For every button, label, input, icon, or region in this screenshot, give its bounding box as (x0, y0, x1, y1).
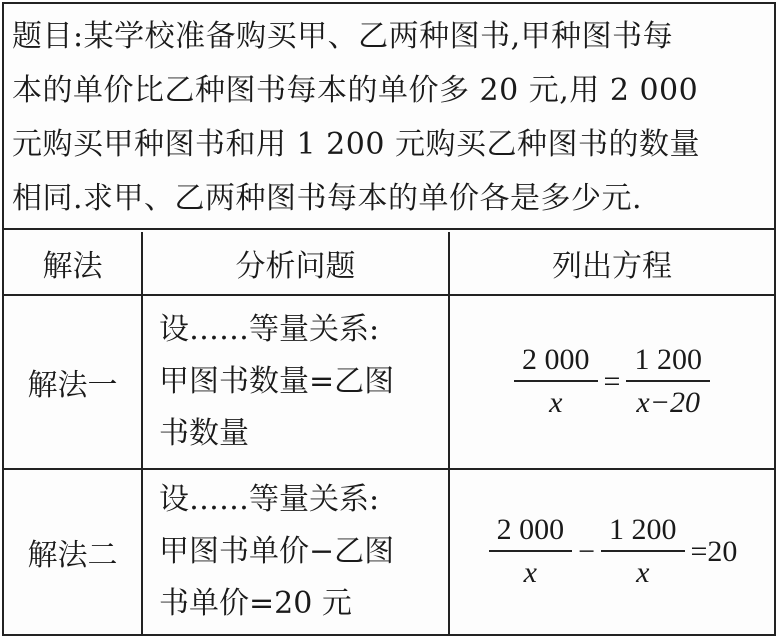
table-row (4, 470, 774, 634)
solution-table (4, 232, 774, 634)
problem-line: 题目:某学校准备购买甲、乙两种图书,甲种图书每 (12, 19, 674, 54)
equation (485, 510, 740, 594)
analysis-cell (143, 296, 448, 468)
problem-statement (4, 4, 774, 230)
table-row (4, 296, 774, 470)
problem-sheet (2, 2, 776, 636)
analysis-line: 设……等量关系: (159, 312, 380, 347)
denominator: x−20 (636, 386, 700, 419)
analysis-line: 甲图书单价−乙图 (159, 534, 395, 569)
analysis-line: 书单价=20 元 (159, 586, 352, 621)
method-label: 解法一 (27, 368, 118, 403)
numerator: 1 200 (609, 513, 677, 546)
header-method: 解法 (42, 249, 103, 284)
analysis-cell (143, 470, 448, 634)
numerator: 2 000 (496, 513, 565, 546)
numerator: 2 000 (522, 343, 590, 376)
header-equation: 列出方程 (552, 249, 672, 284)
header-analysis: 分析问题 (235, 249, 356, 284)
fraction (626, 340, 710, 424)
fraction (489, 510, 573, 594)
analysis-line: 甲图书数量=乙图 (159, 364, 395, 399)
denominator: x (523, 556, 537, 589)
problem-line: 本的单价比乙种图书每本的单价多 20 元,用 2 000 (12, 73, 699, 108)
equation (510, 340, 714, 424)
denominator: x (549, 386, 563, 419)
fraction (601, 510, 685, 594)
analysis-line: 书数量 (159, 416, 249, 451)
equation-operator: − (578, 535, 595, 568)
equation-cell (450, 296, 774, 468)
equation-operator: = (603, 365, 621, 398)
equation-tail: =20 (690, 535, 738, 568)
problem-line: 相同.求甲、乙两种图书每本的单价各是多少元. (12, 181, 643, 216)
fraction (514, 340, 598, 424)
denominator: x (636, 556, 650, 589)
table-header-row (4, 232, 774, 296)
analysis-line: 设……等量关系: (159, 482, 380, 517)
problem-line: 元购买甲种图书和用 1 200 元购买乙种图书的数量 (12, 127, 700, 162)
numerator: 1 200 (634, 343, 702, 376)
equation-cell (450, 470, 774, 634)
method-label: 解法二 (27, 538, 118, 573)
